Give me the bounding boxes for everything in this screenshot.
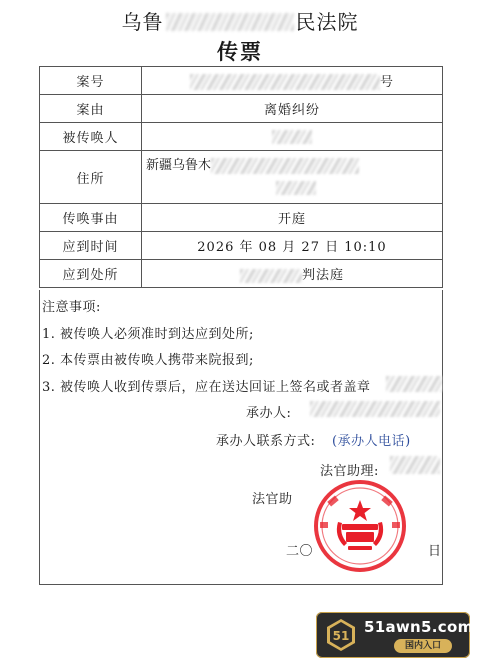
court-name <box>0 6 480 35</box>
appearance-time-value: 2026 年 08 月 27 日 10:10 <box>142 232 443 260</box>
assistant-label-2: 法官助 <box>252 492 293 507</box>
address-prefix: 新疆乌鲁木 <box>146 158 212 173</box>
table-row <box>40 260 443 288</box>
row-label: 案号 <box>40 67 142 95</box>
redacted-court-room <box>240 269 302 283</box>
table-row <box>40 151 443 204</box>
table-row <box>40 67 443 95</box>
notice-heading: 注意事项: <box>42 300 101 315</box>
court-name-prefix: 乌鲁 <box>121 10 164 34</box>
redacted-assistant-name <box>390 456 440 474</box>
notice-item: 3. 被传唤人收到传票后，应在送达回证上签名或者盖章 <box>42 380 371 395</box>
summons-reason-value: 开庭 <box>142 204 443 232</box>
redacted-text <box>386 376 442 392</box>
assistant-label: 法官助理: <box>320 464 379 479</box>
row-label: 被传唤人 <box>40 123 142 151</box>
case-number-value <box>142 67 443 95</box>
table-row <box>40 204 443 232</box>
redacted-court-name <box>166 13 294 31</box>
redacted-address-line-2 <box>276 181 316 195</box>
address-value <box>142 151 443 204</box>
table-row <box>40 232 443 260</box>
notice-item: 2. 本传票由被传唤人携带来院报到; <box>42 353 254 368</box>
table-row <box>40 123 443 151</box>
document-title: 传票 <box>217 39 263 64</box>
cause-value: 离婚纠纷 <box>142 95 443 123</box>
redacted-handler-name <box>310 401 440 417</box>
court-room-suffix: 判法庭 <box>301 268 344 283</box>
row-label: 应到时间 <box>40 232 142 260</box>
watermark-domain: 51awn5.com <box>364 618 474 636</box>
notice-item: 1. 被传唤人必须准时到达应到处所; <box>42 327 254 342</box>
summons-table <box>39 66 443 288</box>
contact-label: 承办人联系方式: <box>216 434 316 449</box>
date-prefix: 二〇 <box>286 544 314 559</box>
redacted-name <box>272 130 312 144</box>
appearance-place-value <box>142 260 443 288</box>
court-name-suffix: 民法院 <box>295 10 359 34</box>
contact-value: (承办人电话) <box>332 434 411 449</box>
row-label: 应到处所 <box>40 260 142 288</box>
site-watermark <box>316 612 474 658</box>
row-label: 传唤事由 <box>40 204 142 232</box>
court-seal-icon <box>312 478 408 574</box>
watermark-logo-icon <box>324 618 358 652</box>
summoned-person-value <box>142 123 443 151</box>
row-label: 案由 <box>40 95 142 123</box>
watermark-badge-text: 51 <box>332 629 350 643</box>
redacted-case-number <box>190 74 380 90</box>
row-label: 住所 <box>40 151 142 204</box>
case-number-suffix: 号 <box>379 74 394 90</box>
table-row <box>40 95 443 123</box>
watermark-subtitle: 国内入口 <box>394 639 452 653</box>
date-suffix: 日 <box>428 544 442 559</box>
handler-label: 承办人: <box>246 406 292 421</box>
redacted-address-line-1 <box>211 158 359 174</box>
